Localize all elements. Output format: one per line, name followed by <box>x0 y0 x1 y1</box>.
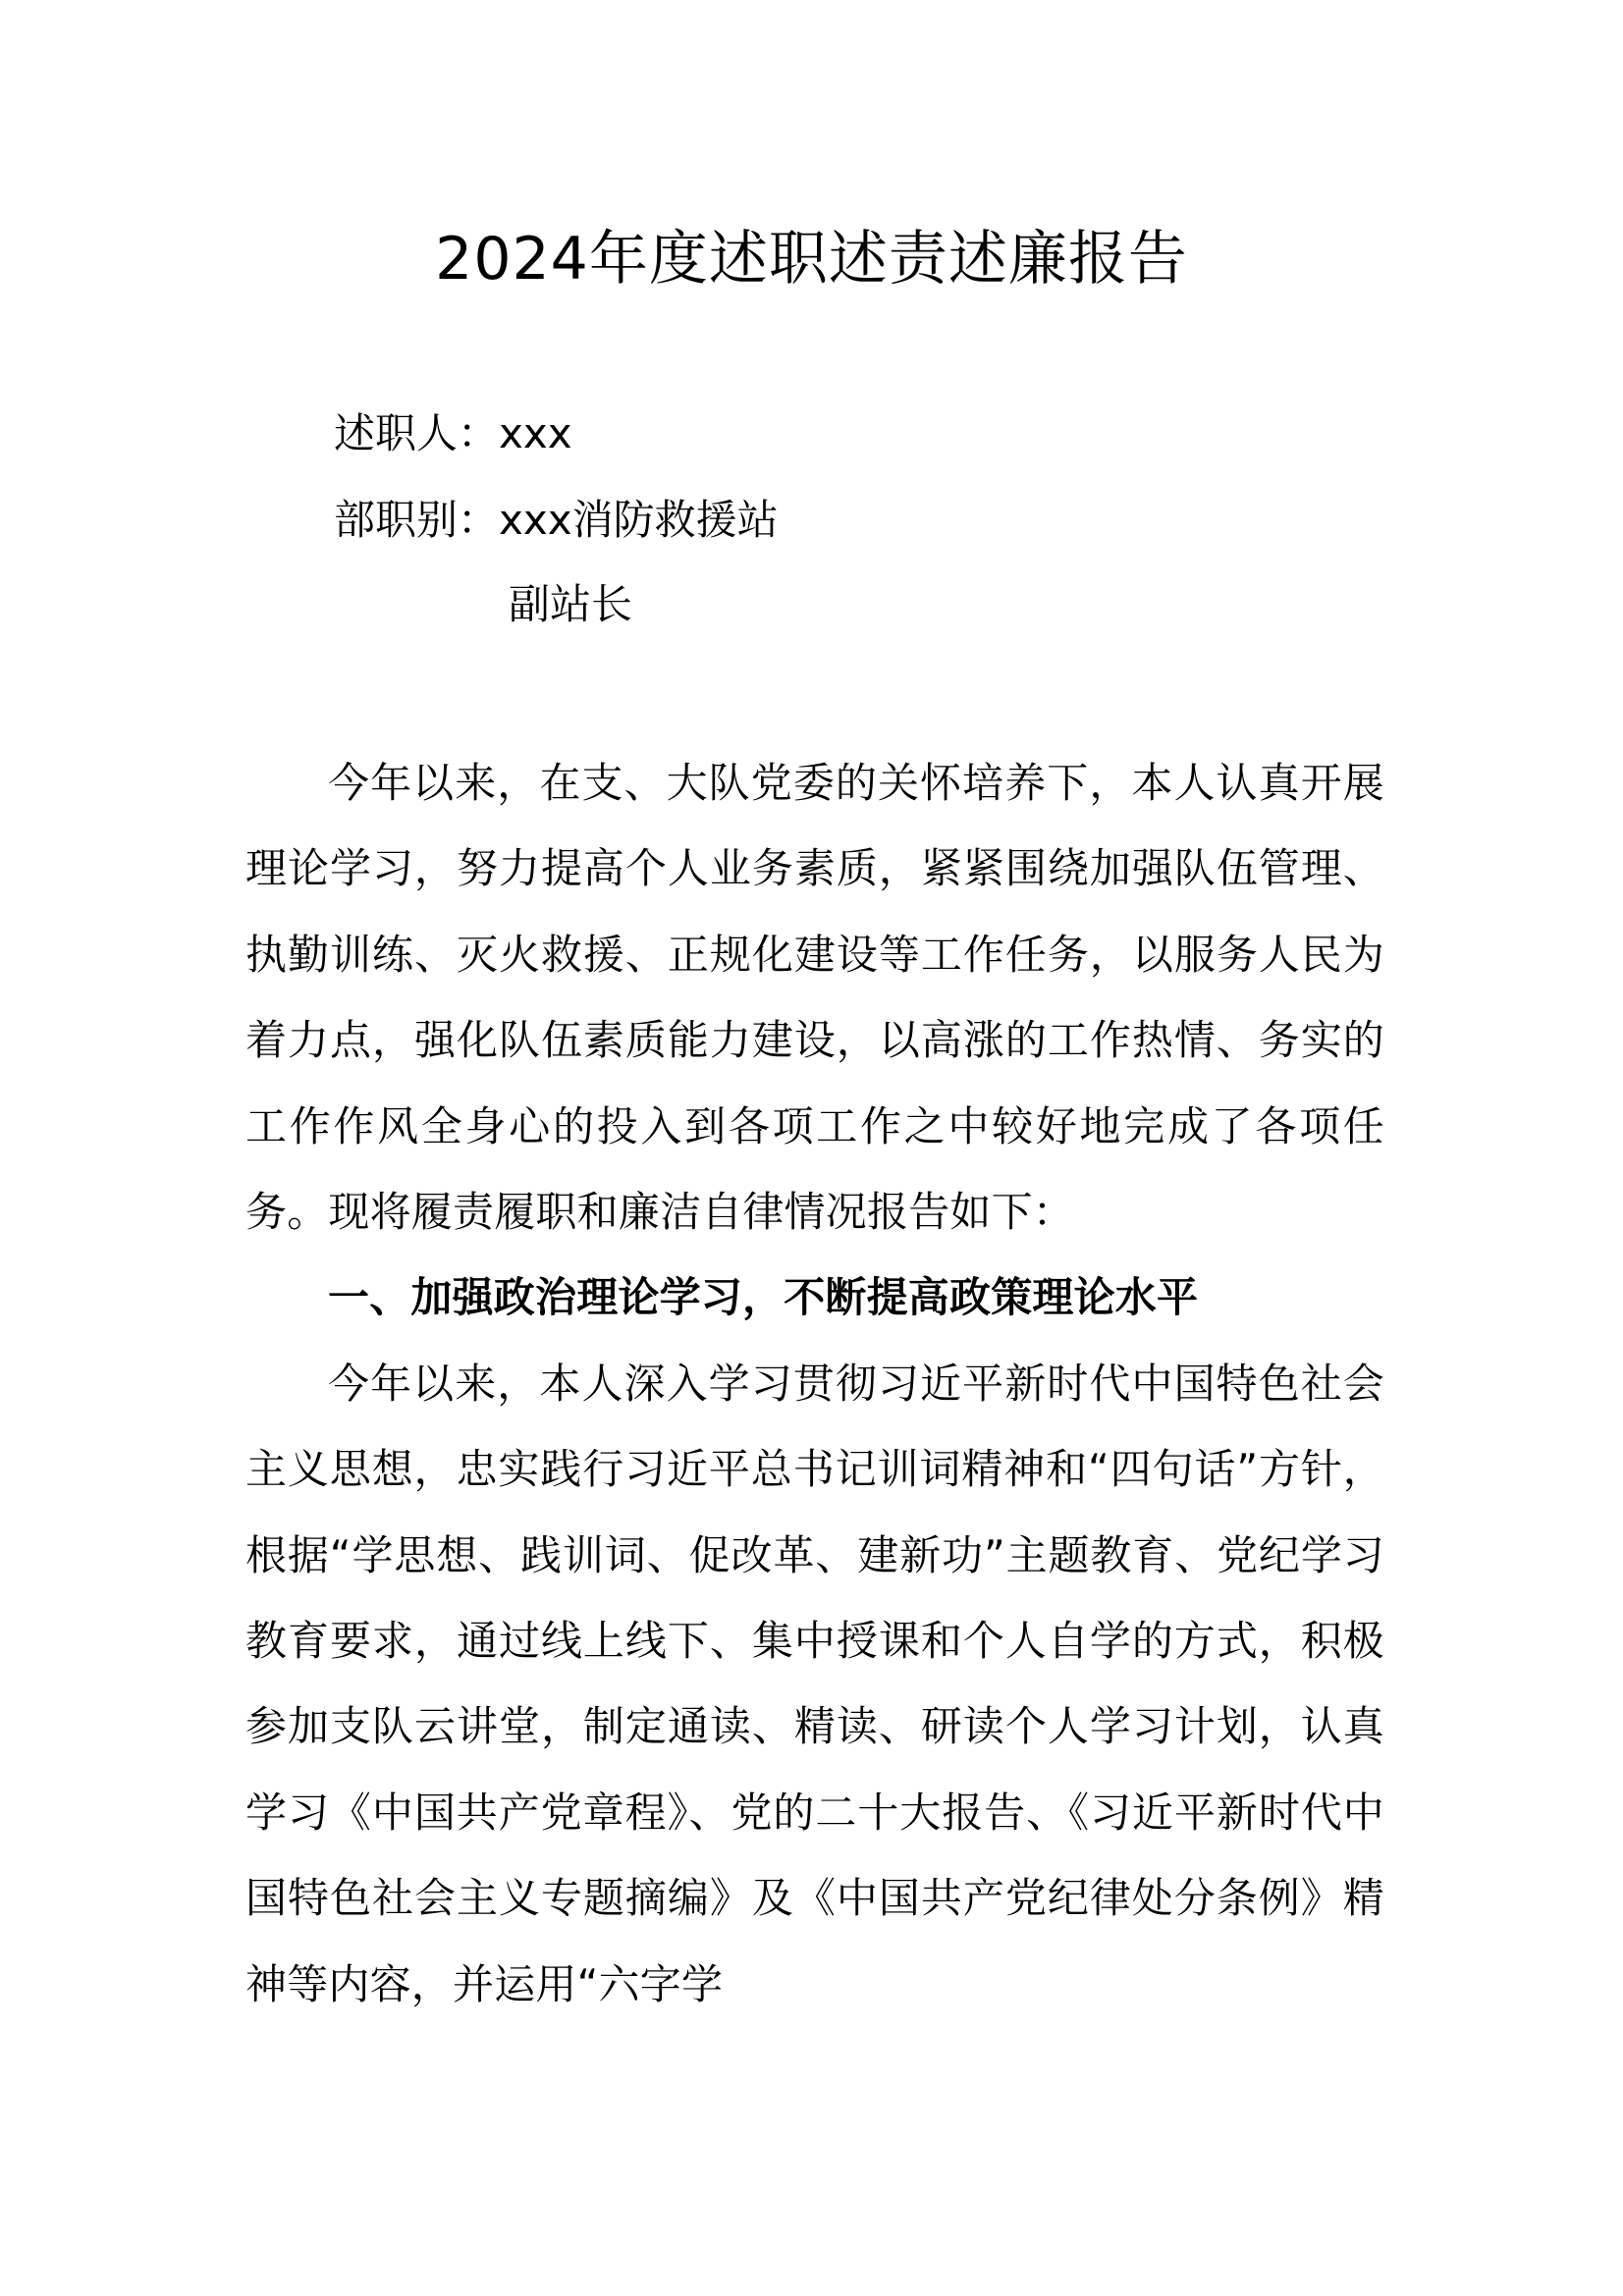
intro-paragraph: 今年以来，在支、大队党委的关怀培养下，本人认真开展理论学习，努力提高个人业务素质，紧紧围绕加强队伍管理、执勤训练、灭火救援、正规化建设等工作任务，以服务人民为着力点，强化队伍素质能力建设，以高涨的工作热情、务实的工作作风全身心的投入到各项工作之中较好地完成了各项任务。现将履责履职和廉洁自律情况报告如下： <box>245 759 1384 1237</box>
position-line: 部职别：xxx消防救援站 <box>334 496 779 544</box>
reporter-line: 述职人：xxx <box>334 409 572 457</box>
document-title: 2024年度述职述责述廉报告 <box>435 225 1188 294</box>
section-heading-1: 一、加强政治理论学习，不断提高政策理论水平 <box>328 1273 1199 1322</box>
position-line-continued: 副站长 <box>509 580 633 628</box>
document-body <box>245 740 1384 2027</box>
section-1-paragraph: 今年以来，本人深入学习贯彻习近平新时代中国特色社会主义思想，忠实践行习近平总书记训词精神和“四句话”方针，根据“学思想、践训词、促改革、建新功”主题教育、党纪学习教育要求，通过线上线下、集中授课和个人自学的方式，积极参加支队云讲堂，制定通读、精读、研读个人学习计划，认真学习《中国共产党章程》、党的二十大报告、《习近平新时代中国特色社会主义专题摘编》及《中国共产党纪律处分条例》精神等内容，并运用“六字学 <box>245 1359 1384 2008</box>
